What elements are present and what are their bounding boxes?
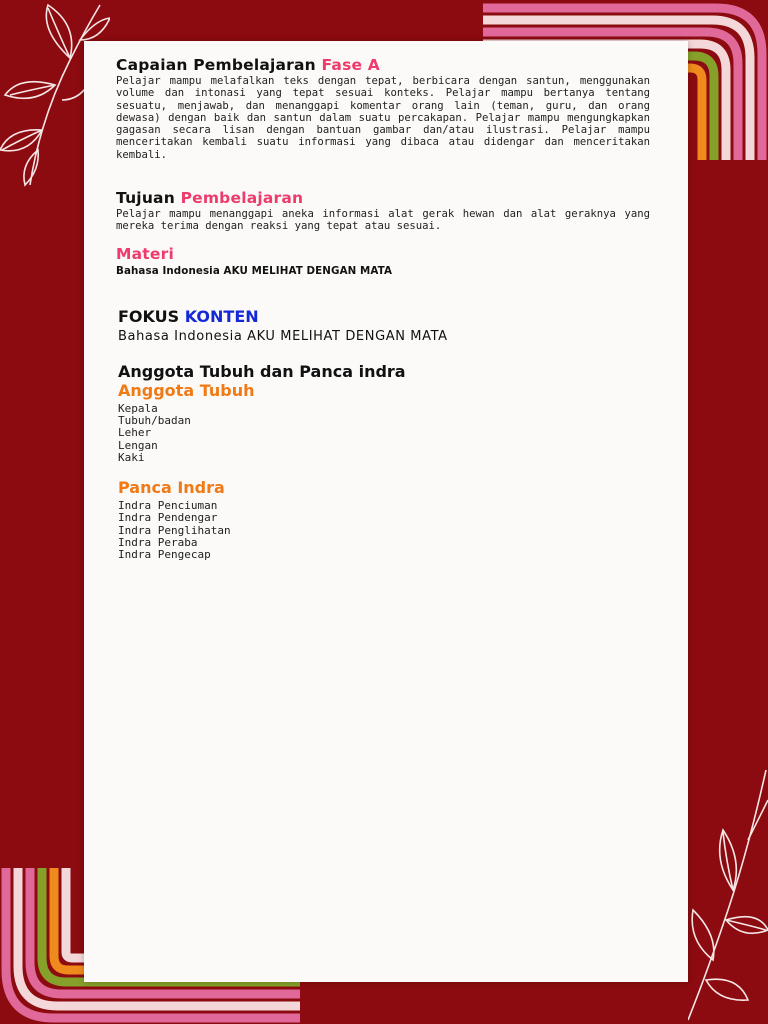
- capaian-title-accent: Fase A: [321, 56, 381, 74]
- leaf-branch-icon: [688, 770, 768, 1024]
- list-item: Indra Penciuman: [118, 499, 218, 513]
- panca-indra-list: [118, 500, 650, 561]
- anggota-section-title: Anggota Tubuh dan Panca indra: [118, 361, 406, 381]
- tujuan-title-accent: Pembelajaran: [180, 189, 304, 208]
- tujuan-title: Tujuan: [116, 189, 175, 208]
- tujuan-heading: [116, 188, 650, 208]
- tujuan-text: Pelajar mampu menanggapi aneka informasi alat gerak hewan dan alat geraknya yang mereka terima dengan reaksi yang tepat atau sesuai.: [116, 208, 650, 233]
- list-item: Kaki: [118, 450, 145, 464]
- page-content: [116, 55, 650, 562]
- anggota-tubuh-list: [118, 403, 650, 464]
- panca-indra-title: Panca Indra: [118, 478, 225, 498]
- materi-text: Bahasa Indonesia AKU MELIHAT DENGAN MATA: [116, 264, 393, 277]
- list-item: Leher: [118, 426, 152, 440]
- fokus-title-accent: KONTEN: [184, 306, 259, 326]
- materi-title: Materi: [116, 244, 174, 263]
- anggota-tubuh-title: Anggota Tubuh: [118, 380, 255, 400]
- list-item: Indra Pendengar: [118, 511, 218, 525]
- capaian-text: Pelajar mampu melafalkan teks dengan tepat, berbicara dengan santun, menggunakan volume dan intonasi yang tepat sesuai konteks. Pelajar mampu bertanya tentang sesuatu, menjawab, dan menanggapi komentar orang lain (teman, guru, dan orang dewasa) dengan baik dan santun dalam suatu percakapan. Pelajar mampu mengungkapkan gagasan secara lisan dengan bantuan gambar dan/atau ilustrasi. Pelajar mampu menceritakan kembali suatu informasi yang dibaca atau didengar dan menceritakan kembali.: [116, 75, 650, 161]
- list-item: Indra Peraba: [118, 536, 198, 550]
- fokus-heading: [118, 307, 650, 326]
- fokus-title: FOKUS: [118, 306, 180, 326]
- content-paper: [84, 41, 688, 982]
- capaian-title: Capaian Pembelajaran: [116, 56, 316, 74]
- list-item: Indra Pengecap: [118, 548, 211, 562]
- list-item: Tubuh/badan: [118, 413, 191, 427]
- fokus-text: Bahasa Indonesia AKU MELIHAT DENGAN MATA: [118, 328, 448, 344]
- capaian-heading: [116, 55, 650, 75]
- list-item: Lengan: [118, 438, 158, 452]
- list-item: Kepala: [118, 401, 158, 415]
- list-item: Indra Penglihatan: [118, 523, 231, 537]
